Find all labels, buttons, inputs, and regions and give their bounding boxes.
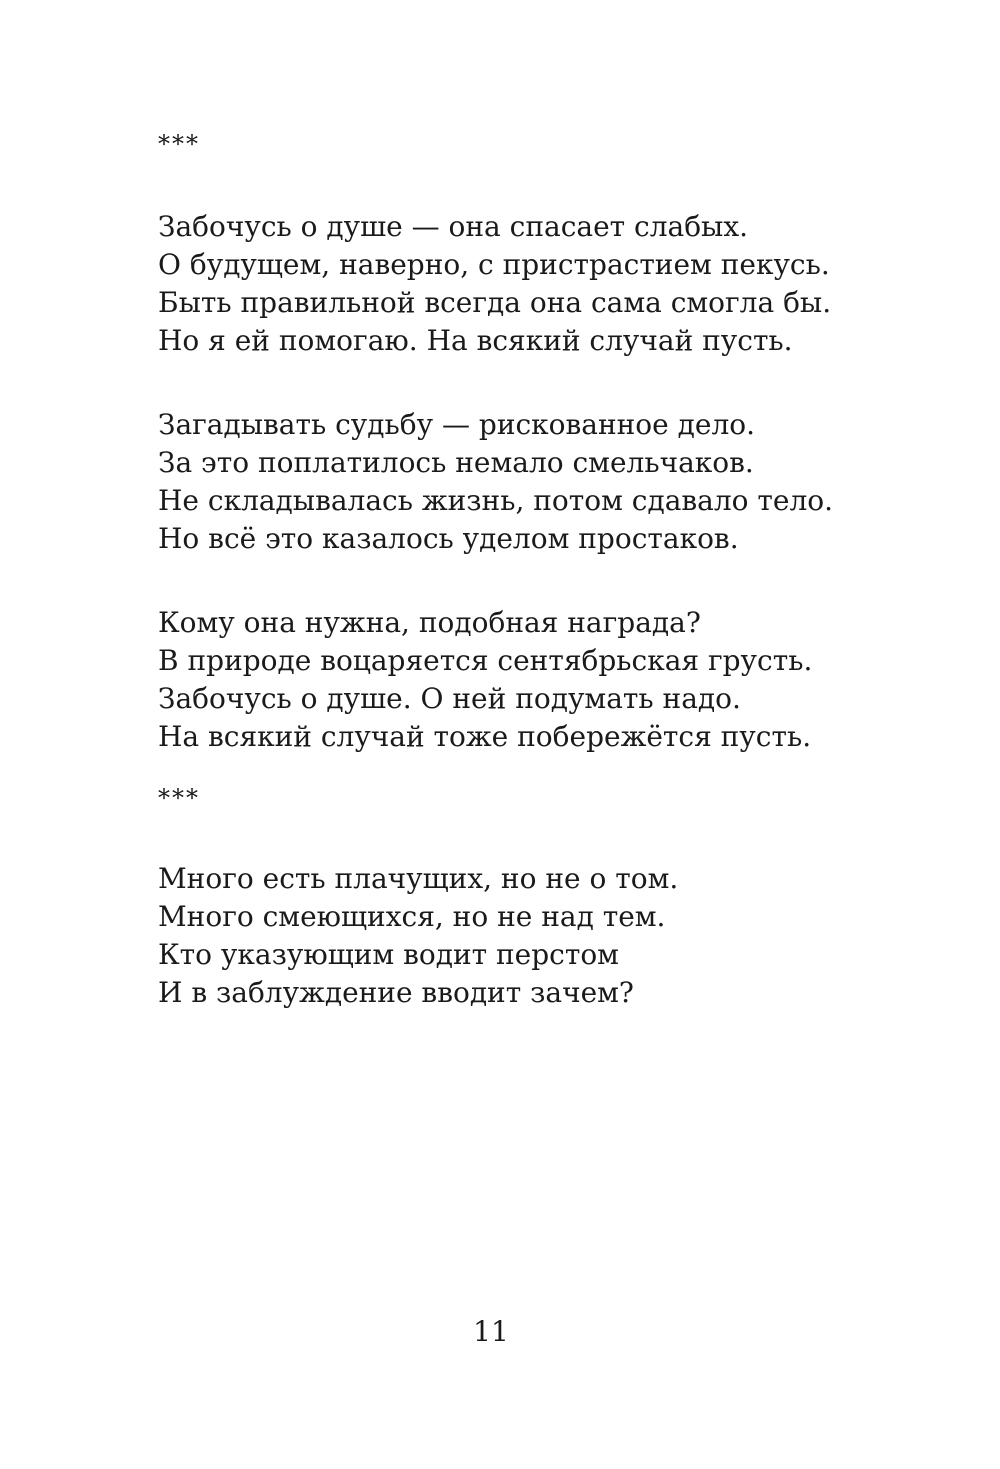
verse-line: Быть правильной всегда она сама смогла бы.	[158, 286, 832, 319]
poem-separator: ***	[158, 130, 200, 158]
verse-line: Не складывалась жизнь, потом сдавало тело.	[158, 484, 834, 517]
verse-line: За это поплатилось немало смельчаков.	[158, 446, 754, 479]
verse-line: Кто указующим водит перстом	[158, 938, 619, 971]
verse-line: Забочусь о душе. О ней подумать надо.	[158, 682, 741, 715]
verse-line: Много смеющихся, но не над тем.	[158, 900, 666, 933]
verse-line: Но я ей помогаю. На всякий случай пусть.	[158, 324, 793, 357]
stanza-2	[158, 406, 958, 558]
stanza-3	[158, 604, 958, 756]
verse-line: Много есть плачущих, но не о том.	[158, 862, 679, 895]
poem-2	[158, 778, 958, 1058]
verse-line: Но всё это казалось уделом простаков.	[158, 522, 739, 555]
verse-line: Забочусь о душе — она спасает слабых.	[158, 210, 749, 243]
verse-line: В природе воцаряется сентябрьская грусть.	[158, 644, 813, 677]
verse-line: На всякий случай тоже побережётся пусть.	[158, 720, 812, 753]
poem-1	[158, 124, 958, 802]
verse-line: Кому она нужна, подобная награда?	[158, 606, 701, 639]
verse-line: Загадывать судьбу — рискованное дело.	[158, 408, 755, 441]
page-number: 11	[473, 1315, 509, 1348]
stanza-1	[158, 860, 958, 1012]
verse-line: О будущем, наверно, с пристрастием пекусь.	[158, 248, 830, 281]
verse-line: И в заблуждение вводит зачем?	[158, 976, 634, 1009]
poem-separator: ***	[158, 784, 200, 812]
stanza-1	[158, 208, 958, 360]
